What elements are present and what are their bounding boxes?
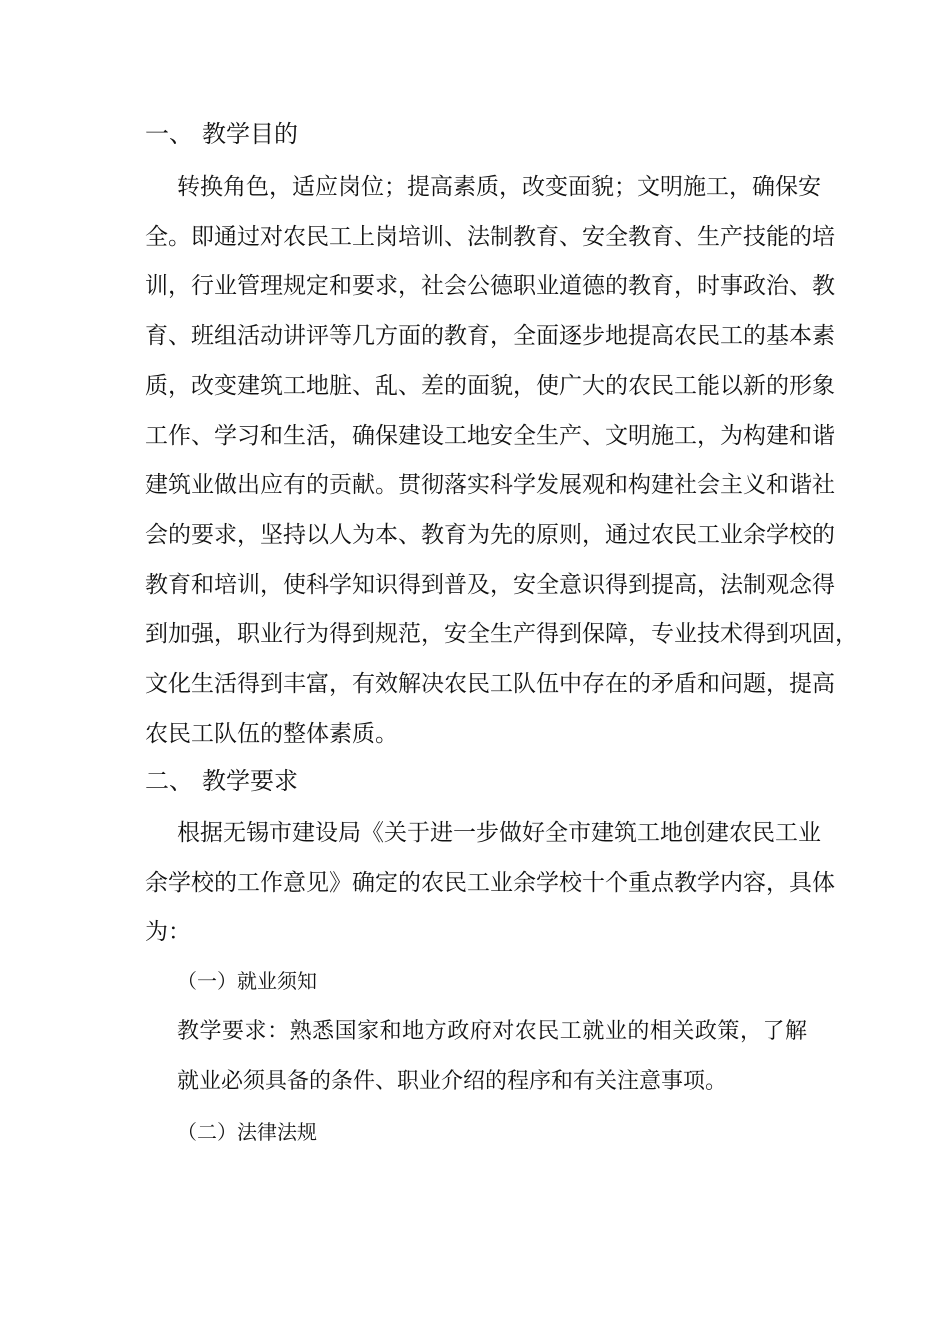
subsection-label: （一）就业须知 bbox=[177, 969, 317, 993]
paragraph-line: 教育和培训，使科学知识得到普及，安全意识得到提高，法制观念得 bbox=[145, 572, 835, 598]
paragraph-line: 建筑业做出应有的贡献。贯彻落实科学发展观和构建社会主义和谐社 bbox=[145, 472, 835, 498]
section-heading-2 bbox=[145, 765, 825, 797]
section-title: 教学要求 bbox=[202, 767, 298, 795]
paragraph-line: 文化生活得到丰富，有效解决农民工队伍中存在的矛盾和问题，提高 bbox=[145, 671, 835, 697]
paragraph-line: 育、班组活动讲评等几方面的教育，全面逐步地提高农民工的基本素 bbox=[145, 323, 835, 349]
section-heading-1 bbox=[145, 118, 825, 150]
paragraph-line: 全。即通过对农民工上岗培训、法制教育、安全教育、生产技能的培 bbox=[145, 224, 835, 250]
paragraph-line: 转换角色，适应岗位；提高素质，改变面貌；文明施工，确保安 bbox=[177, 174, 821, 200]
section-number: 一、 bbox=[145, 120, 193, 148]
paragraph-line: 质，改变建筑工地脏、乱、差的面貌，使广大的农民工能以新的形象 bbox=[145, 373, 835, 399]
paragraph-line: 余学校的工作意见》确定的农民工业余学校十个重点教学内容，具体 bbox=[145, 870, 835, 896]
subsection-label: （二）法律法规 bbox=[177, 1120, 317, 1144]
section-number: 二、 bbox=[145, 767, 193, 795]
paragraph-line: 工作、学习和生活，确保建设工地安全生产、文明施工，为构建和谐 bbox=[145, 423, 835, 449]
paragraph-line: 训，行业管理规定和要求，社会公德职业道德的教育，时事政治、教 bbox=[145, 273, 835, 299]
requirement-line: 就业必须具备的条件、职业介绍的程序和有关注意事项。 bbox=[177, 1069, 728, 1094]
paragraph-line: 为： bbox=[145, 919, 191, 945]
requirement-line: 教学要求：熟悉国家和地方政府对农民工就业的相关政策，了解 bbox=[177, 1019, 807, 1044]
paragraph-line: 根据无锡市建设局《关于进一步做好全市建筑工地创建农民工业 bbox=[177, 820, 821, 846]
section-title: 教学目的 bbox=[202, 120, 298, 148]
paragraph-line: 农民工队伍的整体素质。 bbox=[145, 721, 398, 747]
paragraph-line: 到加强，职业行为得到规范，安全生产得到保障，专业技术得到巩固， bbox=[145, 621, 858, 647]
paragraph-line: 会的要求，坚持以人为本、教育为先的原则，通过农民工业余学校的 bbox=[145, 522, 835, 548]
